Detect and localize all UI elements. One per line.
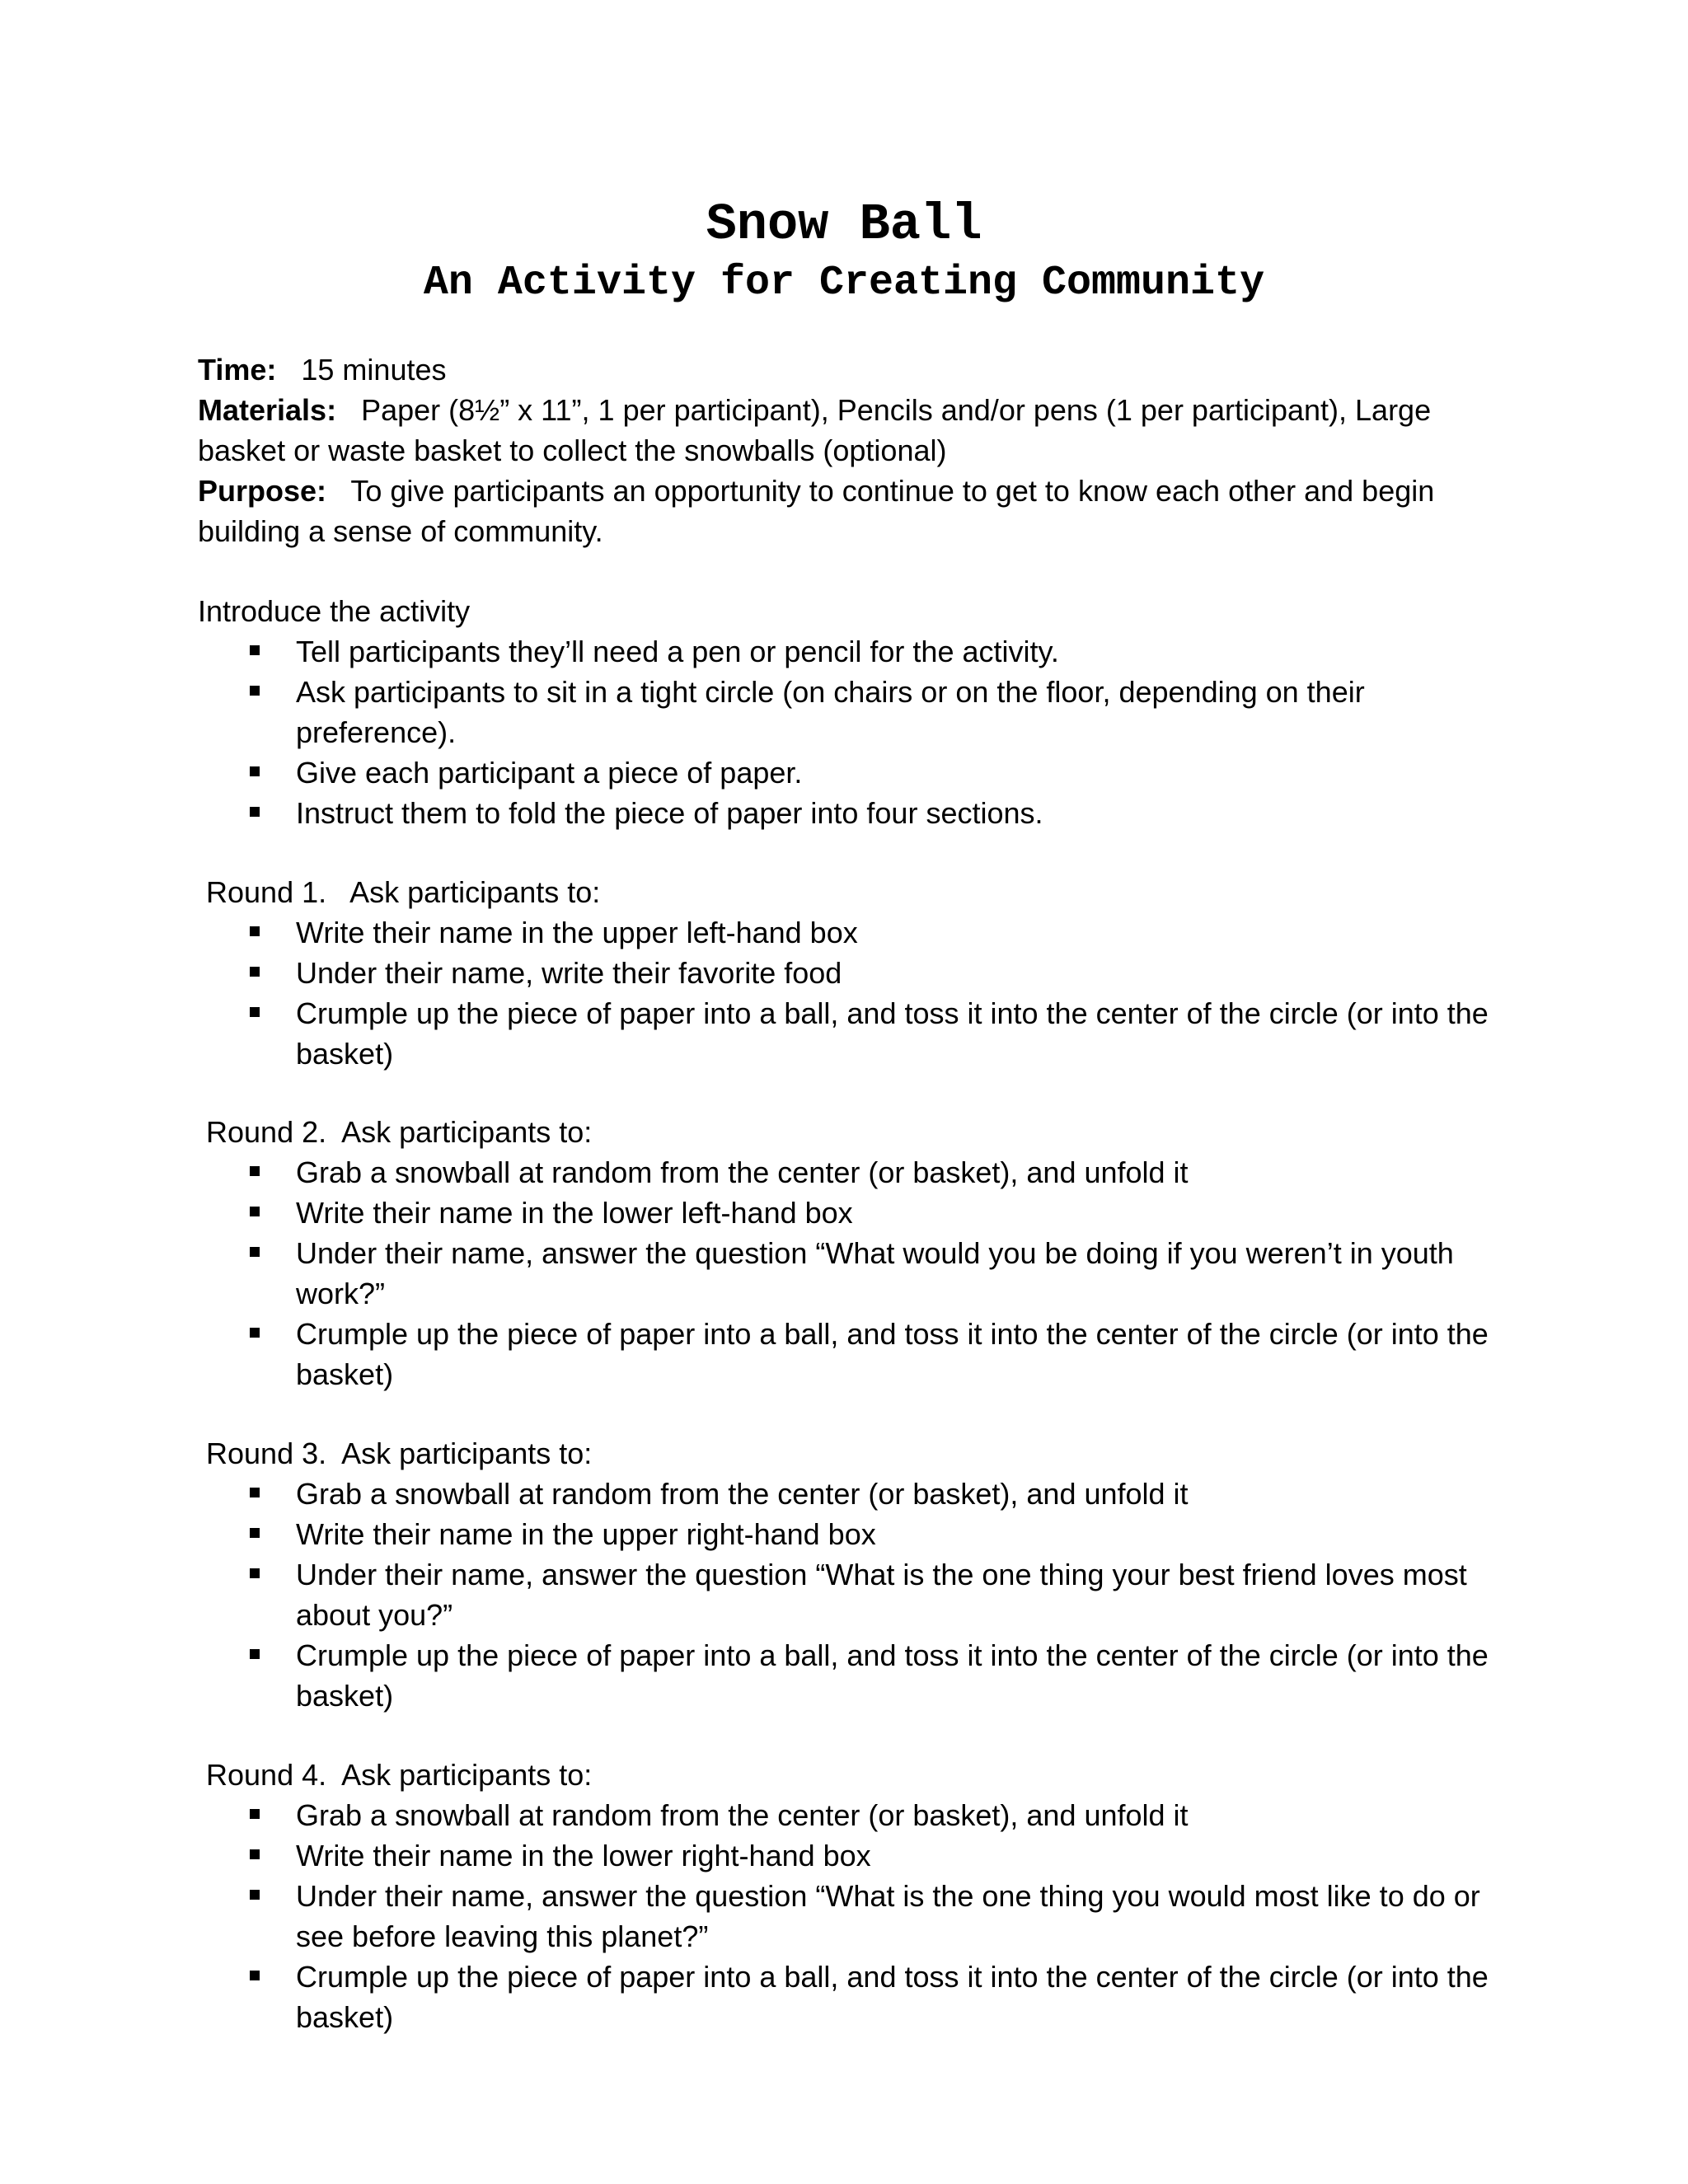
materials-value: Paper (8½” x 11”, 1 per participant), Pencils and/or pens (1 per participant), Large basket or waste basket to collect the snowballs (optional) [198, 393, 1432, 467]
round-2-section [198, 1112, 1508, 1394]
list-item: Grab a snowball at random from the center (or basket), and unfold it [198, 1474, 1508, 1514]
list-item: Tell participants they’ll need a pen or pencil for the activity. [198, 631, 1508, 672]
square-bullet-icon [250, 926, 260, 936]
time-value: 15 minutes [301, 353, 447, 387]
square-bullet-icon [250, 1890, 260, 1900]
round-4-section [198, 1755, 1508, 2037]
time-line [198, 349, 1508, 390]
list-item: Grab a snowball at random from the center (or basket), and unfold it [198, 1152, 1508, 1193]
list-item: Write their name in the lower left-hand box [198, 1193, 1508, 1233]
list-item: Instruct them to fold the piece of paper into four sections. [198, 793, 1508, 833]
list-item: Crumple up the piece of paper into a ball, and toss it into the center of the circle (or into the basket) [198, 1314, 1508, 1394]
square-bullet-icon [250, 1971, 260, 1980]
square-bullet-icon [250, 1247, 260, 1257]
list-item: Under their name, answer the question “What would you be doing if you weren’t in youth work?” [198, 1233, 1508, 1314]
square-bullet-icon [250, 807, 260, 817]
round-2-heading: Round 2. Ask participants to: [206, 1115, 593, 1149]
square-bullet-icon [250, 1528, 260, 1538]
list-item: Ask participants to sit in a tight circle (on chairs or on the floor, depending on their preference). [198, 672, 1508, 752]
round-4-heading: Round 4. Ask participants to: [206, 1758, 593, 1792]
materials-label: Materials: [198, 393, 337, 427]
round-3-section [198, 1433, 1508, 1716]
intro-section [198, 591, 1508, 833]
list-item: Under their name, answer the question “What is the one thing your best friend loves most about you?” [198, 1554, 1508, 1635]
square-bullet-icon [250, 967, 260, 977]
round-1-heading: Round 1. Ask participants to: [206, 875, 601, 909]
list-item: Write their name in the upper right-hand box [198, 1514, 1508, 1554]
square-bullet-icon [250, 1568, 260, 1578]
document-subtitle: An Activity for Creating Community [423, 260, 1265, 307]
list-item: Grab a snowball at random from the center (or basket), and unfold it [198, 1795, 1508, 1835]
list-item: Under their name, write their favorite food [198, 953, 1508, 993]
intro-heading: Introduce the activity [198, 594, 471, 628]
list-item: Write their name in the upper left-hand box [198, 912, 1508, 953]
square-bullet-icon [250, 1488, 260, 1497]
square-bullet-icon [250, 766, 260, 776]
round-4-list [198, 1795, 1508, 2037]
purpose-label: Purpose: [198, 474, 327, 508]
round-1-section [198, 872, 1508, 1074]
round-3-heading: Round 3. Ask participants to: [206, 1436, 593, 1470]
activity-meta [198, 349, 1508, 551]
list-item: Crumple up the piece of paper into a ball, and toss it into the center of the circle (or into the basket) [198, 993, 1508, 1074]
purpose-line [198, 471, 1508, 551]
round-2-list [198, 1152, 1508, 1394]
materials-line [198, 390, 1508, 471]
time-label: Time: [198, 353, 277, 387]
square-bullet-icon [250, 1649, 260, 1659]
round-1-list [198, 912, 1508, 1074]
square-bullet-icon [250, 645, 260, 655]
list-item: Under their name, answer the question “What is the one thing you would most like to do or see before leaving this planet?” [198, 1876, 1508, 1957]
square-bullet-icon [250, 1809, 260, 1819]
square-bullet-icon [250, 1166, 260, 1176]
purpose-value: To give participants an opportunity to continue to get to know each other and begin building a sense of community. [198, 474, 1435, 548]
square-bullet-icon [250, 686, 260, 696]
square-bullet-icon [250, 1328, 260, 1338]
square-bullet-icon [250, 1207, 260, 1216]
document-title: Snow Ball [706, 195, 982, 254]
round-3-list [198, 1474, 1508, 1716]
list-item: Write their name in the lower right-hand box [198, 1835, 1508, 1876]
intro-list [198, 631, 1508, 833]
list-item: Crumple up the piece of paper into a ball, and toss it into the center of the circle (or into the basket) [198, 1635, 1508, 1716]
list-item: Give each participant a piece of paper. [198, 752, 1508, 793]
list-item: Crumple up the piece of paper into a ball, and toss it into the center of the circle (or into the basket) [198, 1957, 1508, 2037]
square-bullet-icon [250, 1007, 260, 1017]
square-bullet-icon [250, 1849, 260, 1859]
